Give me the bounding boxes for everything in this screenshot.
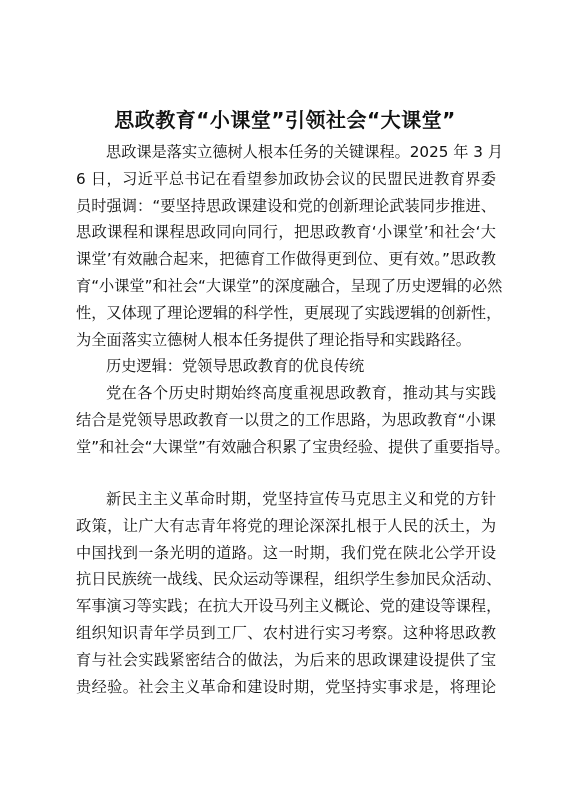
text-line: 军事演习等实践；在抗大开设马列主义概论、党的建设等课程， <box>76 597 502 616</box>
text-line: 抗日民族统一战线、民众运动等课程，组织学生参加民众活动、 <box>76 570 502 589</box>
text-line: 思政课是落实立德树人根本任务的关键课程。2025 年 3 月 <box>106 143 503 161</box>
text-line: 性，又体现了理论逻辑的科学性，更展现了实践逻辑的创新性， <box>76 303 502 322</box>
text-line: 为全面落实立德树人根本任务提供了理论指导和实践路径。 <box>76 330 471 349</box>
text-line: 政策，让广大有志青年将党的理论深深扎根于人民的沃土，为 <box>76 516 496 535</box>
text-line: 新民主主义革命时期，党坚持宣传马克思主义和党的方针 <box>106 490 496 508</box>
text-line: 员时强调：“要坚持思政课建设和党的创新理论武装同步推进、 <box>76 196 496 215</box>
paragraph-2 <box>76 380 510 460</box>
section-heading-block <box>76 353 496 380</box>
text-line: 6 日，习近平总书记在看望参加政协会议的民盟民进教育界委 <box>76 169 496 188</box>
text-line: 思政课程和课程思政同向同行，把思政教育‘小课堂’和社会‘大 <box>76 223 496 242</box>
text-line: 中国找到一条光明的道路。这一时期，我们党在陕北公学开设 <box>76 543 496 562</box>
section-heading: 历史逻辑：党领导思政教育的优良传统 <box>106 357 365 375</box>
text-line: 结合是党领导思政教育一以贯之的工作思路，为思政教育“小课 <box>76 410 496 429</box>
text-line: 堂”和社会“大课堂”有效融合积累了宝贵经验、提供了重要指导。 <box>76 437 510 456</box>
paragraph-intro <box>76 139 503 353</box>
paragraph-3 <box>76 486 502 700</box>
text-line: 贵经验。社会主义革命和建设时期，党坚持实事求是，将理论 <box>76 677 496 696</box>
text-line: 课堂’有效融合起来，把德育工作做得更到位、更有效。”思政教 <box>76 250 496 269</box>
text-line: 组织知识青年学员到工厂、农村进行实习考察。这种将思政教 <box>76 623 496 642</box>
text-line: 育与社会实践紧密结合的做法，为后来的思政课建设提供了宝 <box>76 650 496 669</box>
page-title: 思政教育“小课堂”引领社会“大课堂” <box>114 108 456 132</box>
text-line: 育“小课堂”和社会“大课堂”的深度融合，呈现了历史逻辑的必然 <box>76 276 503 295</box>
text-line: 党在各个历史时期始终高度重视思政教育，推动其与实践 <box>106 384 496 402</box>
